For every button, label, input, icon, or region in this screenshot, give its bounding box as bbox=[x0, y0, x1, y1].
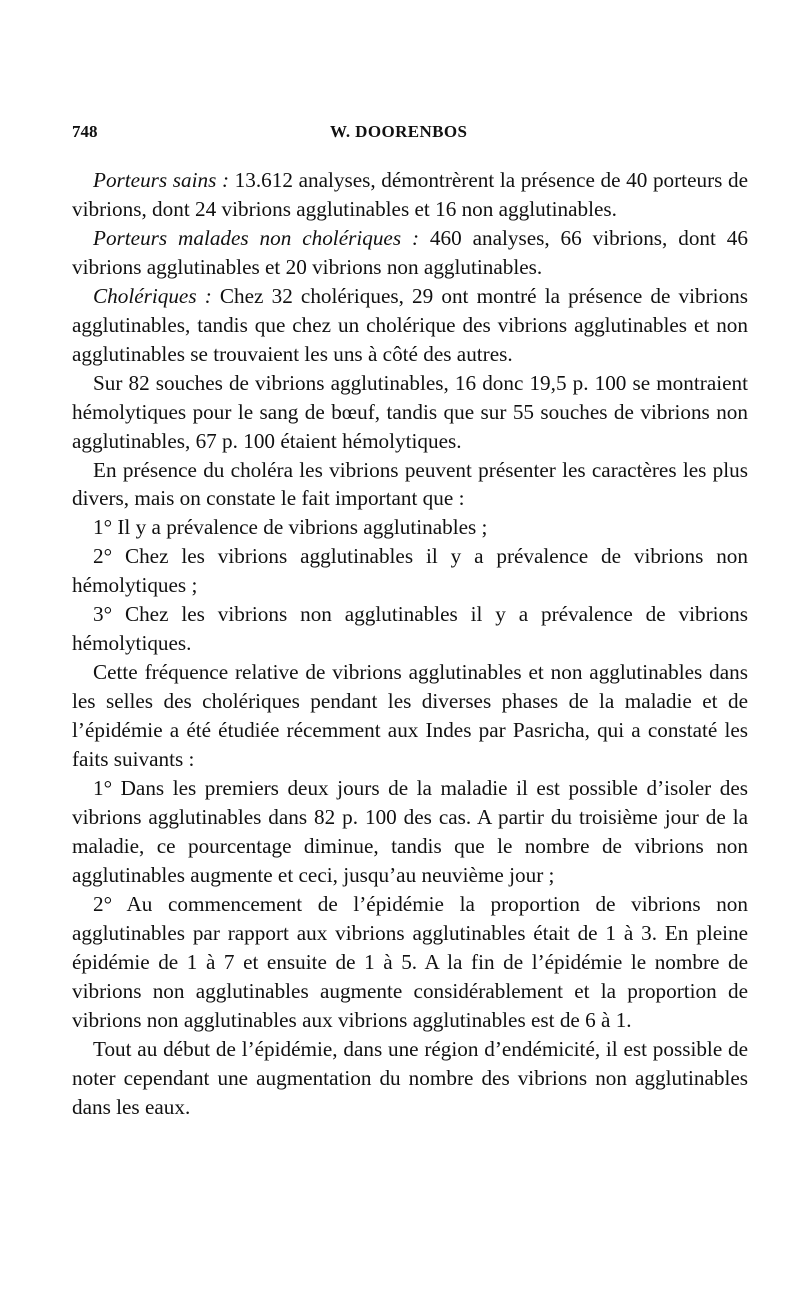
paragraph-text: 2° Chez les vibrions agglutinables il y a prévalence de vibrions non hémolytiques ; bbox=[72, 544, 748, 598]
paragraph-lead: Porteurs sains : bbox=[93, 168, 230, 192]
pasricha-item-2 bbox=[72, 890, 748, 1035]
paragraph-porteurs-sains bbox=[72, 166, 748, 224]
paragraph-debut-epidemie bbox=[72, 1035, 748, 1122]
page-number: 748 bbox=[72, 122, 98, 141]
running-title: W. DOORENBOS bbox=[330, 122, 468, 141]
paragraph-text: En présence du choléra les vibrions peuvent présenter les caractères les plus divers, mais on constate le fait important que : bbox=[72, 457, 748, 511]
paragraph-presence-cholera bbox=[72, 456, 748, 514]
paragraph-frequence-relative bbox=[72, 658, 748, 774]
paragraph-lead: Porteurs malades non cholériques : bbox=[93, 225, 420, 250]
paragraph-choleriques bbox=[72, 282, 748, 369]
paragraph-lead: Cholériques : bbox=[93, 283, 212, 308]
pasricha-item-1 bbox=[72, 774, 748, 890]
paragraph-text: Chez 32 cholériques, 29 ont montré la présence de vibrions agglutinables, tandis que chez un cholérique des vibrions agglutinables et non agglutinables se trouvaient les uns à côté des autres. bbox=[72, 283, 748, 366]
paragraph-souches-hemolytiques bbox=[72, 369, 748, 456]
paragraph-text: Sur 82 souches de vibrions agglutinables, 16 donc 19,5 p. 100 se montraient hémolytiques pour le sang de bœuf, tandis que sur 55 souches de vibrions non agglutinables, 67 p. 100 étaient hémolytiques. bbox=[72, 370, 748, 453]
paragraph-text: 1° Dans les premiers deux jours de la maladie il est possible d’isoler des vibrions agglutinables dans 82 p. 100 des cas. A partir du troisième jour de la maladie, ce pourcentage diminue, tandis que le nombre de vibrions non agglutinables augmente et ceci, jusqu’au neuvième jour ; bbox=[72, 776, 748, 887]
list-item-1 bbox=[72, 513, 748, 542]
paragraph-porteurs-malades bbox=[72, 224, 748, 282]
body-text bbox=[72, 166, 748, 1121]
paragraph-text: Cette fréquence relative de vibrions agglutinables et non agglutinables dans les selles des cholériques pendant les diverses phases de la maladie et de l’épidémie a été étudiée récemment aux Indes par Pasricha, qui a constaté les faits suivants : bbox=[72, 660, 748, 772]
paragraph-text: 13.612 analyses, démontrèrent la présence de 40 porteurs de vibrions, dont 24 vibrions agglutinables et 16 non agglutinables. bbox=[72, 168, 748, 221]
paragraph-text: Tout au début de l’épidémie, dans une région d’endémicité, il est possible de noter cependant une augmentation du nombre des vibrions non agglutinables dans les eaux. bbox=[72, 1036, 748, 1119]
list-item-2 bbox=[72, 542, 748, 600]
paragraph-text: 3° Chez les vibrions non agglutinables il y a prévalence de vibrions hémolytiques. bbox=[72, 602, 748, 656]
paragraph-text: 1° Il y a prévalence de vibrions agglutinables ; bbox=[93, 515, 488, 540]
paragraph-text: 460 analyses, 66 vibrions, dont 46 vibrions agglutinables et 20 vibrions non agglutinables. bbox=[72, 225, 748, 279]
paragraph-text: 2° Au commencement de l’épidémie la proportion de vibrions non agglutinables par rapport aux vibrions agglutinables était de 1 à 3. En pleine épidémie de 1 à 7 et ensuite de 1 à 5. A la fin de l’épidémie le nombre de vibrions non agglutinables augmente considérablement et la proportion de vibrions non agglutinables aux vibrions agglutinables est de 6 à 1. bbox=[72, 891, 748, 1032]
list-item-3 bbox=[72, 600, 748, 658]
running-header bbox=[72, 122, 748, 152]
